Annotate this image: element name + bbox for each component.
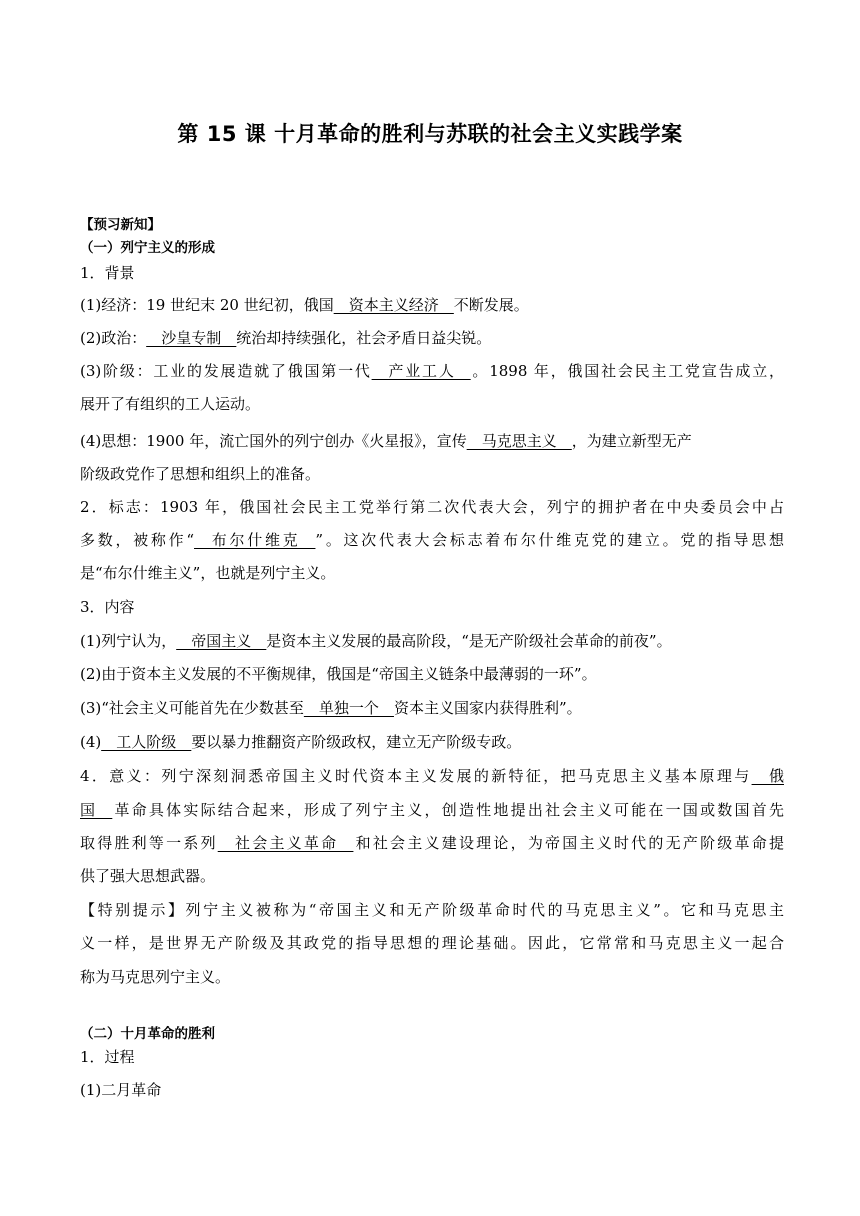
- section-heading-2: （二）十月革命的胜利: [80, 1026, 215, 1042]
- line-mark-end: 是“布尔什维主义”，也就是列宁主义。: [80, 564, 336, 582]
- answer-blank: __工人阶级__: [101, 733, 192, 751]
- document-title: 第 15 课 十月革命的胜利与苏联的社会主义实践学案: [177, 122, 683, 146]
- item-content: 3．内容: [80, 598, 135, 616]
- special-tip-2: 义一样，是世界无产阶级及其政党的指导思想的理论基础。因此，它常常和马克思主义一起合: [80, 934, 784, 952]
- answer-blank: __资本主义经济__: [333, 296, 454, 314]
- answer-blank: __产业工人__: [371, 362, 471, 380]
- special-tip-3: 称为马克思列宁主义。: [80, 968, 231, 986]
- line-content-1: (1)列宁认为，__帝国主义__是资本主义发展的最高阶段，“是无产阶级社会革命的前夜”。: [80, 632, 672, 650]
- line-content-4: (4)__工人阶级__要以暴力推翻资产阶级政权，建立无产阶级专政。: [80, 733, 522, 751]
- line-thought-cont: 阶级政党作了思想和组织上的准备。: [80, 465, 321, 483]
- preview-heading: 【预习新知】: [80, 217, 161, 233]
- answer-blank: 国__: [80, 801, 113, 819]
- line-content-3: (3)“社会主义可能首先在少数甚至__单独一个__资本主义国家内获得胜利”。: [80, 699, 582, 717]
- special-tip-1: 【特别提示】列宁主义被称为“帝国主义和无产阶级革命时代的马克思主义”。它和马克思主: [80, 901, 784, 919]
- item-process: 1．过程: [80, 1048, 135, 1066]
- answer-blank: __社会主义革命__: [217, 834, 354, 852]
- item-february-revolution: (1)二月革命: [80, 1081, 162, 1099]
- answer-blank: __俄: [751, 767, 784, 785]
- line-significance-4: 供了强大思想武器。: [80, 867, 216, 885]
- line-significance-3: 取得胜利等一系列__社会主义革命__和社会主义建设理论，为帝国主义时代的无产阶级革命提: [80, 834, 784, 852]
- section-heading-1: （一）列宁主义的形成: [80, 240, 215, 256]
- line-significance: 4．意义：列宁深刻洞悉帝国主义时代资本主义发展的新特征，把马克思主义基本原理与__俄: [80, 767, 784, 785]
- line-economy: (1)经济：19 世纪末 20 世纪初，俄国__资本主义经济__不断发展。: [80, 296, 529, 314]
- line-mark: 2．标志：1903 年，俄国社会民主工党举行第二次代表大会，列宁的拥护者在中央委员会中占: [80, 498, 784, 516]
- answer-blank: __沙皇专制__: [146, 329, 237, 347]
- item-background: 1．背景: [80, 264, 135, 282]
- line-mark-cont: 多数，被称作“__布尔什维克__”。这次代表大会标志着布尔什维克党的建立。党的指导思想: [80, 531, 784, 549]
- line-content-2: (2)由于资本主义发展的不平衡规律，俄国是“帝国主义链条中最薄弱的一环”。: [80, 665, 597, 683]
- answer-blank: __布尔什维克__: [194, 531, 316, 549]
- line-class-cont: 展开了有组织的工人运动。: [80, 395, 261, 413]
- line-significance-2: 国__革命具体实际结合起来，形成了列宁主义，创造性地提出社会主义可能在一国或数国首先: [80, 801, 784, 819]
- answer-blank: __马克思主义__: [466, 432, 572, 450]
- answer-blank: __帝国主义__: [176, 632, 267, 650]
- line-thought: (4)思想：1900 年，流亡国外的列宁创办《火星报》，宣传__马克思主义__，为建立新型无产: [80, 432, 692, 450]
- line-class: (3)阶级：工业的发展造就了俄国第一代__产业工人__。1898 年，俄国社会民主工党宣告成立，: [80, 362, 784, 380]
- line-politics: (2)政治：__沙皇专制__统治却持续强化，社会矛盾日益尖锐。: [80, 329, 492, 347]
- answer-blank: __单独一个__: [303, 699, 394, 717]
